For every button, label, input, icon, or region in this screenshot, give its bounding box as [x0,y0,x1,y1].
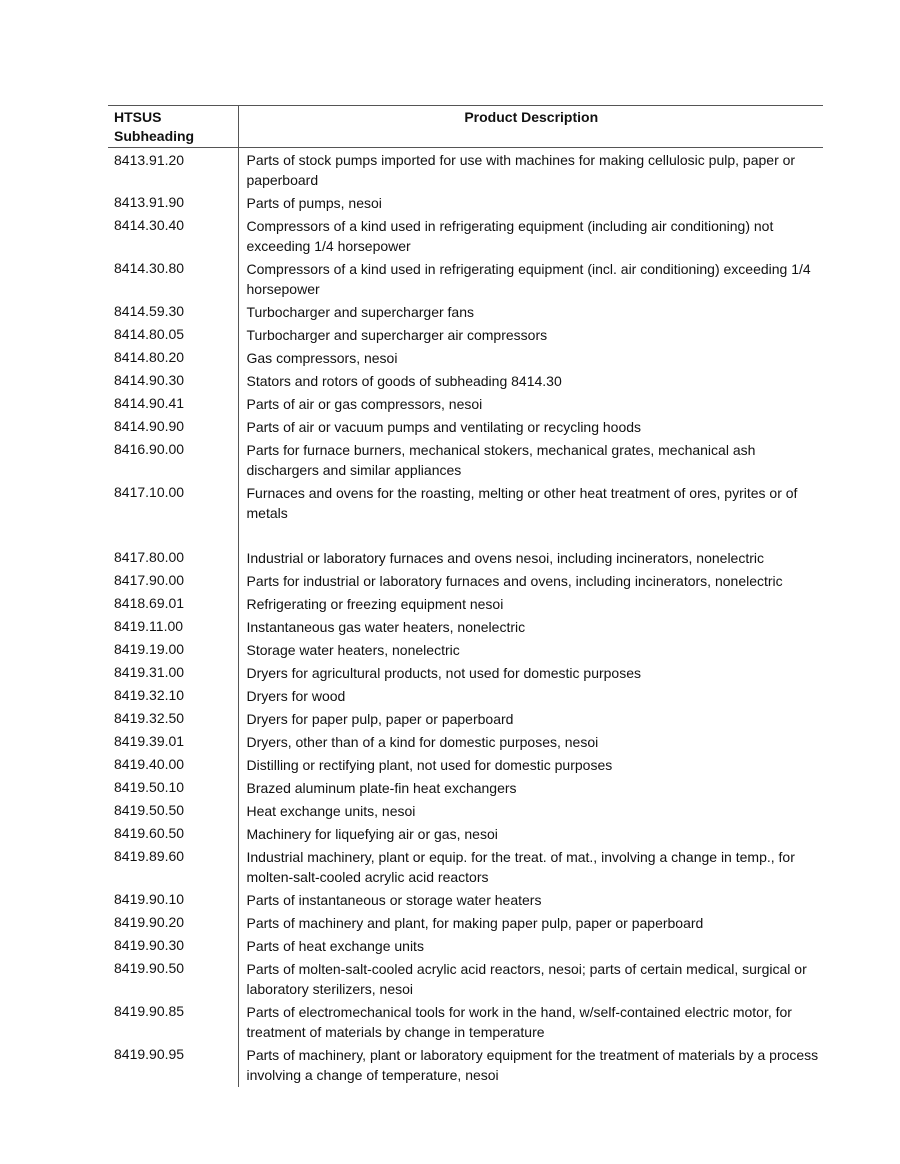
htsus-code-cell: 8414.30.80 [114,260,185,276]
table-body [108,148,823,1088]
product-description-cell: Distilling or rectifying plant, not used for domestic purposes [238,754,823,777]
table-header [108,106,823,148]
htsus-code-cell: 8417.10.00 [114,484,185,500]
htsus-code-cell: 8419.90.10 [114,891,185,907]
product-description-cell: Dryers for agricultural products, not used for domestic purposes [238,662,823,685]
product-description-cell: Industrial machinery, plant or equip. for the treat. of mat., involving a change in temp., for molten-salt-cooled acrylic acid reactors [238,846,823,889]
table-row [108,416,823,439]
htsus-code-cell: 8419.39.01 [114,733,185,749]
table-row [108,935,823,958]
header-htsus-label: HTSUS [114,109,162,125]
table-row [108,1044,823,1087]
htsus-code-cell: 8419.32.10 [114,687,185,703]
table-row [108,639,823,662]
table-row [108,754,823,777]
table-row [108,370,823,393]
htsus-code-cell: 8419.50.10 [114,779,185,795]
product-description-cell: Dryers for wood [238,685,823,708]
table-row [108,731,823,754]
table-row [108,708,823,731]
table-row [108,148,823,193]
table-row [108,1001,823,1044]
htsus-code-cell: 8419.40.00 [114,756,185,772]
table-row [108,393,823,416]
table-row [108,547,823,570]
product-description-cell: Parts of stock pumps imported for use with machines for making cellulosic pulp, paper or paperboard [238,148,823,193]
product-description-cell: Compressors of a kind used in refrigerating equipment (incl. air conditioning) exceeding 1/4 horsepower [238,258,823,301]
htsus-table [108,105,823,1087]
table-row [108,800,823,823]
product-description-cell: Stators and rotors of goods of subheading 8414.30 [238,370,823,393]
table-row [108,570,823,593]
product-description-cell: Brazed aluminum plate-fin heat exchangers [238,777,823,800]
header-row [108,106,823,148]
htsus-code-cell: 8419.60.50 [114,825,185,841]
product-description-cell: Heat exchange units, nesoi [238,800,823,823]
htsus-code-cell: 8419.89.60 [114,848,185,864]
htsus-code-cell: 8419.90.50 [114,960,185,976]
table-row [108,301,823,324]
table-row [108,958,823,1001]
product-description-cell: Parts of air or vacuum pumps and ventilating or recycling hoods [238,416,823,439]
table-row [108,662,823,685]
table-row [108,215,823,258]
table-row [108,616,823,639]
htsus-code-cell: 8414.59.30 [114,303,185,319]
htsus-code-cell: 8419.90.85 [114,1003,185,1019]
product-description-cell: Parts of heat exchange units [238,935,823,958]
product-description-cell: Storage water heaters, nonelectric [238,639,823,662]
product-description-cell: Parts of machinery and plant, for making paper pulp, paper or paperboard [238,912,823,935]
htsus-code-cell: 8419.50.50 [114,802,185,818]
product-description-cell: Parts of pumps, nesoi [238,192,823,215]
htsus-code-cell: 8419.90.20 [114,914,185,930]
header-htsus-subheading [108,106,238,148]
product-description-cell: Parts of molten-salt-cooled acrylic acid reactors, nesoi; parts of certain medical, surgical or laboratory sterilizers, nesoi [238,958,823,1001]
product-description-cell: Parts of machinery, plant or laboratory equipment for the treatment of materials by a process involving a change of temperature, nesoi [238,1044,823,1087]
htsus-code-cell: 8419.19.00 [114,641,185,657]
htsus-code-cell: 8419.11.00 [114,618,184,634]
table-row [108,777,823,800]
htsus-code-cell: 8414.90.30 [114,372,185,388]
product-description-cell: Parts for industrial or laboratory furnaces and ovens, including incinerators, nonelectric [238,570,823,593]
product-description-cell: Industrial or laboratory furnaces and ovens nesoi, including incinerators, nonelectric [238,547,823,570]
header-subheading-label: Subheading [114,128,195,144]
table-row [108,324,823,347]
table-row [108,439,823,482]
htsus-code-cell: 8417.80.00 [114,549,185,565]
htsus-code-cell: 8414.90.41 [114,395,185,411]
htsus-code-cell: 8414.90.90 [114,418,185,434]
product-description-cell: Dryers for paper pulp, paper or paperboard [238,708,823,731]
htsus-code-cell: 8414.30.40 [114,217,185,233]
htsus-code-cell: 8419.90.95 [114,1046,185,1062]
htsus-code-cell: 8417.90.00 [114,572,185,588]
product-description-cell: Turbocharger and supercharger air compressors [238,324,823,347]
table-row [108,846,823,889]
product-description-cell: Parts of instantaneous or storage water heaters [238,889,823,912]
product-description-cell: Parts of air or gas compressors, nesoi [238,393,823,416]
table-row [108,823,823,846]
htsus-code-cell: 8416.90.00 [114,441,185,457]
htsus-code-cell: 8414.80.20 [114,349,185,365]
htsus-code-cell: 8413.91.90 [114,194,185,210]
product-description-cell: Refrigerating or freezing equipment nesoi [238,593,823,616]
htsus-code-cell: 8419.32.50 [114,710,185,726]
htsus-code-cell: 8418.69.01 [114,595,185,611]
htsus-code-cell: 8419.90.30 [114,937,185,953]
table-row [108,192,823,215]
htsus-code-cell: 8419.31.00 [114,664,185,680]
table-row [108,685,823,708]
table-row [108,593,823,616]
product-description-cell: Instantaneous gas water heaters, nonelectric [238,616,823,639]
product-description-cell: Parts for furnace burners, mechanical stokers, mechanical grates, mechanical ash dischargers and similar appliances [238,439,823,482]
product-description-cell: Compressors of a kind used in refrigerating equipment (including air conditioning) not exceeding 1/4 horsepower [238,215,823,258]
product-description-cell: Dryers, other than of a kind for domestic purposes, nesoi [238,731,823,754]
table-row [108,482,823,547]
product-description-cell: Turbocharger and supercharger fans [238,301,823,324]
product-description-cell: Parts of electromechanical tools for work in the hand, w/self-contained electric motor, for treatment of materials by change in temperature [238,1001,823,1044]
table-row [108,912,823,935]
table-row [108,347,823,370]
header-product-description: Product Description [238,106,823,148]
product-description-cell: Furnaces and ovens for the roasting, melting or other heat treatment of ores, pyrites or of metals [238,482,823,547]
htsus-code-cell: 8413.91.20 [114,152,185,168]
product-description-cell: Gas compressors, nesoi [238,347,823,370]
product-description-cell: Machinery for liquefying air or gas, nesoi [238,823,823,846]
table-row [108,889,823,912]
htsus-code-cell: 8414.80.05 [114,326,185,342]
table-row [108,258,823,301]
